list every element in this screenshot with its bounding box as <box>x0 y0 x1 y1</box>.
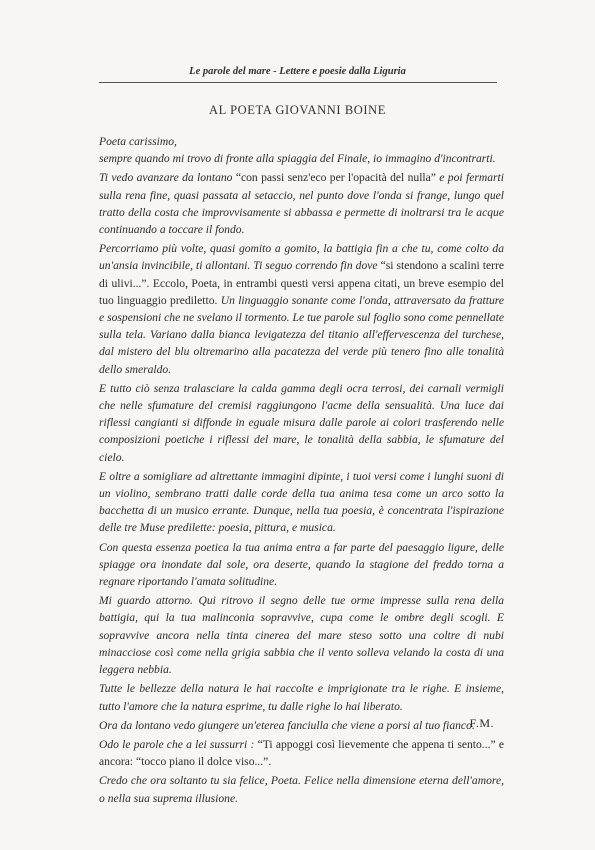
letter-paragraph <box>99 380 504 466</box>
letter-paragraph <box>99 772 504 806</box>
letter-paragraph <box>99 150 504 167</box>
letter-paragraph <box>99 468 504 537</box>
paragraph-segment: sempre quando mi trovo di fronte alla spiaggia del Finale, io immagino d'incontrarti. <box>99 152 496 166</box>
paragraph-segment: Credo che ora soltanto tu sia felice, Poeta. Felice nella dimensione eterna dell'amore, o nella sua suprema illusione. <box>99 774 504 805</box>
letter-paragraph <box>99 240 504 378</box>
paragraph-segment: Con questa essenza poetica la tua anima entra a far parte del paesaggio ligure, delle spiagge ora inondate dal sole, ora deserte, quando la stagione del freddo torna a regnare riportando l'amata solitudine. <box>99 540 504 589</box>
paragraph-segment: “si stendono a scalini terre di ulivi...”. Eccolo, Poeta, in entrambi questi versi appena citati, un breve esempio del tuo linguaggio prediletto. <box>99 259 504 307</box>
letter-paragraph <box>99 736 504 770</box>
paragraph-segment: Tutte le bellezze della natura le hai raccolte e imprigionate tra le righe. E insieme, tutto l'amore che la natura esprime, tu dalle righe lo hai liberato. <box>99 682 504 713</box>
paragraph-segment: Mi guardo attorno. Qui ritrovo il segno delle tue orme impresse sulla rena della battigia, qui la tua malinconia sopravvive, cupa come le ombre degli scogli. E sopravvive ancora nella tinta cinerea del mare steso sotto una coltre di nubi minacciose così come nella grigia sabbia che il vento solleva velando la costa di una leggera nebbia. <box>99 594 504 677</box>
paragraph-segment: Ora da lontano vedo giungere un'eterea fanciulla che viene a porsi al tuo fianco. <box>99 718 475 732</box>
paragraph-segment: “Ti appoggi così lievemente che appena ti sento...” e ancora: “tocco piano il dolce viso...”. <box>99 737 504 769</box>
paragraph-segment: e poi fermarti sulla rena fine, quasi passata al setaccio, nel punto dove l'onda si frange, lungo quel tratto della costa che improvvisamente si abbassa e permette di inoltrarsi tra le acque continuando a toccare il fondo. <box>99 171 504 237</box>
letter-paragraph <box>99 717 504 734</box>
letter-body <box>99 133 504 807</box>
paragraph-segment: E tutto ciò senza tralasciare la calda gamma degli ocra terrosi, dei carnali vermigli che nelle sfumature del cremisi raggiungono l'acme della sensualità. Una luce dai riflessi cangianti si diffonde in eguale misura dalle parole ai colori trasferendo nelle composizioni poetiche i riflessi del mare, le tonalità della sabbia, le sfumature del cielo. <box>99 381 504 464</box>
paragraph-segment: Odo le parole che a lei sussurri : <box>99 737 258 751</box>
paragraph-segment: Un linguaggio sonante come l'onda, attraversato da fratture e sospensioni che ne svelano il tormento. Le tue parole sul foglio sono come pennellate sulla tela. Variano dalla bianca levigatezza del titanio all'effervescenza del turchese, dal mistero del blu oltremarino alla pacatezza del verde più tenero fino alle tonalità dello smeraldo. <box>99 293 504 376</box>
letter-title: AL POETA GIOVANNI BOINE <box>208 103 387 117</box>
letter-paragraph <box>99 539 504 591</box>
letter-paragraph <box>99 680 504 714</box>
running-head: Le parole del mare - Lettere e poesie dalla Liguria <box>189 66 406 77</box>
signature: F.M. <box>469 716 494 730</box>
paragraph-segment: E oltre a somigliare ad altrettante immagini dipinte, i tuoi versi come i lunghi suoni di un violino, sembrano tratti dalle corde della tua anima tesa come un arco sotto la bacchetta di un musico errante. Dunque, nella tua poesia, è concentrata l'ispirazione delle tre Muse predilette: poesia, pittura, e musica. <box>99 469 504 535</box>
paragraph-segment: Ti vedo avanzare da lontano <box>99 171 236 185</box>
paragraph-segment: Poeta carissimo, <box>99 135 177 148</box>
letter-paragraph <box>99 592 504 678</box>
header-rule <box>99 82 497 83</box>
paragraph-segment: Percorriamo più volte, quasi gomito a gomito, la battigia fin a che tu, come colto da un'ansia invincibile, ti allontani. Ti seguo correndo fin dove <box>99 242 504 273</box>
letter-paragraph <box>99 133 504 150</box>
letter-paragraph <box>99 169 504 238</box>
paragraph-segment: “con passi senz'eco per l'opacità del nulla” <box>235 171 436 185</box>
